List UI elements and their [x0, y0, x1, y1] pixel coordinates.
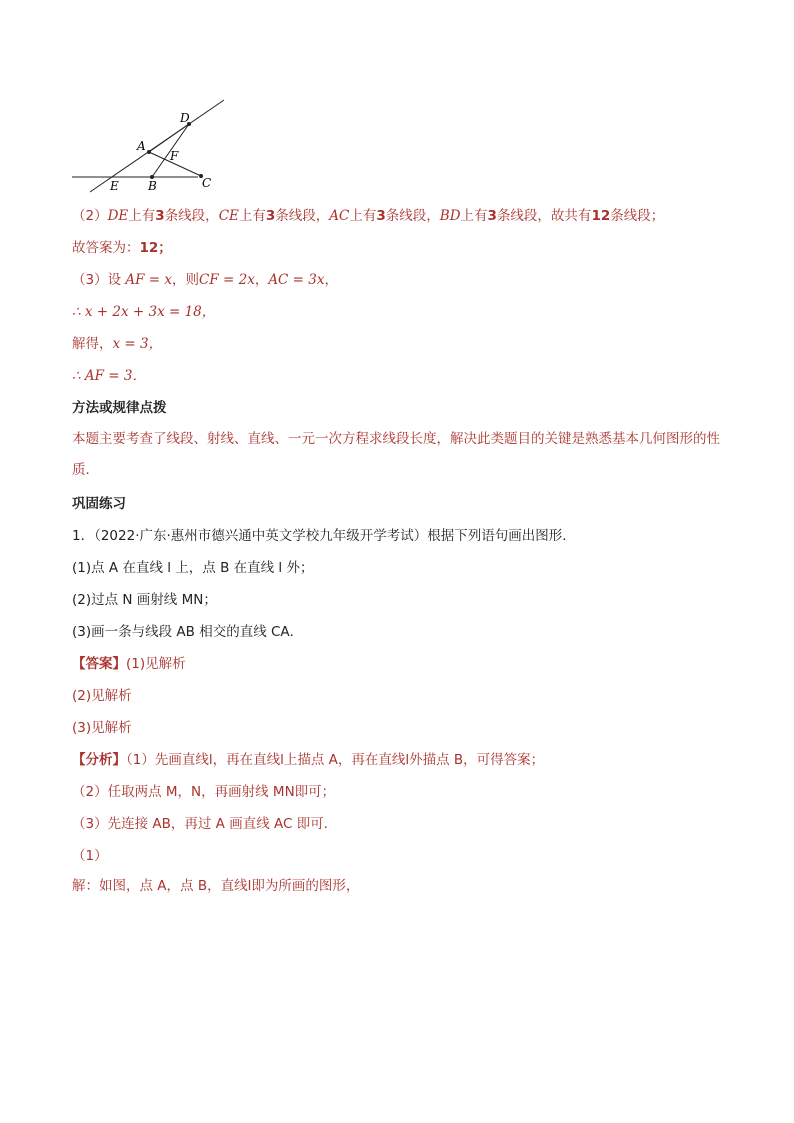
solution-part3: （3）设 AF = x，则CF = 2x，AC = 3x，: [72, 272, 338, 288]
label-b: B: [148, 179, 157, 193]
practice-title: 巩固练习: [72, 496, 126, 512]
label-d: D: [180, 111, 190, 125]
answer-line2: (2)见解析: [72, 688, 132, 704]
segment-dc: [149, 124, 189, 152]
solution-part-label: （1）: [72, 848, 108, 864]
question-1: 1．（2022·广东·惠州市德兴通中英文学校九年级开学考试）根据下列语句画出图形．: [72, 528, 576, 544]
method-title: 方法或规律点拨: [72, 400, 167, 416]
analysis-line1: 【分析】（1）先画直线l，再在直线l上描点 A，再在直线l外描点 B，可得答案；: [72, 752, 545, 768]
method-body: 本题主要考查了线段、射线、直线、一元一次方程求线段长度，解决此类题目的关键是熟悉基本几何图形的性质．: [72, 431, 720, 478]
solution-text: 解：如图，点 A，点 B，直线l即为所画的图形，: [72, 878, 360, 894]
label-e: E: [110, 179, 119, 193]
label-f: F: [170, 149, 179, 163]
question-1-part3: (3)画一条与线段 AB 相交的直线 CA．: [72, 624, 304, 640]
equation-step2: 解得，x = 3，: [72, 336, 163, 352]
analysis-line2: （2）任取两点 M，N，再画射线 MN即可；: [72, 784, 336, 800]
geometry-figure: [68, 96, 228, 194]
solution-part2: （2）DE上有3条线段，CE上有3条线段，AC上有3条线段，BD上有3条线段，故共有12条线段；: [72, 208, 665, 224]
answer-line3: (3)见解析: [72, 720, 132, 736]
question-1-part2: (2)过点 N 画射线 MN；: [72, 592, 217, 608]
label-a: A: [137, 139, 146, 153]
equation-step1: ∴ x + 2x + 3x = 18，: [72, 304, 216, 320]
equation-step3: ∴ AF = 3．: [72, 368, 146, 384]
question-1-part1: (1)点 A 在直线 l 上，点 B 在直线 l 外；: [72, 560, 314, 576]
segment-dc-lower: [189, 124, 201, 176]
analysis-line3: （3）先连接 AB，再过 A 画直线 AC 即可．: [72, 816, 338, 832]
label-c: C: [202, 176, 212, 190]
answer-line1: 【答案】(1)见解析: [72, 656, 186, 672]
point-a: [147, 150, 151, 154]
answer-12-line: 故答案为：12；: [72, 240, 172, 256]
